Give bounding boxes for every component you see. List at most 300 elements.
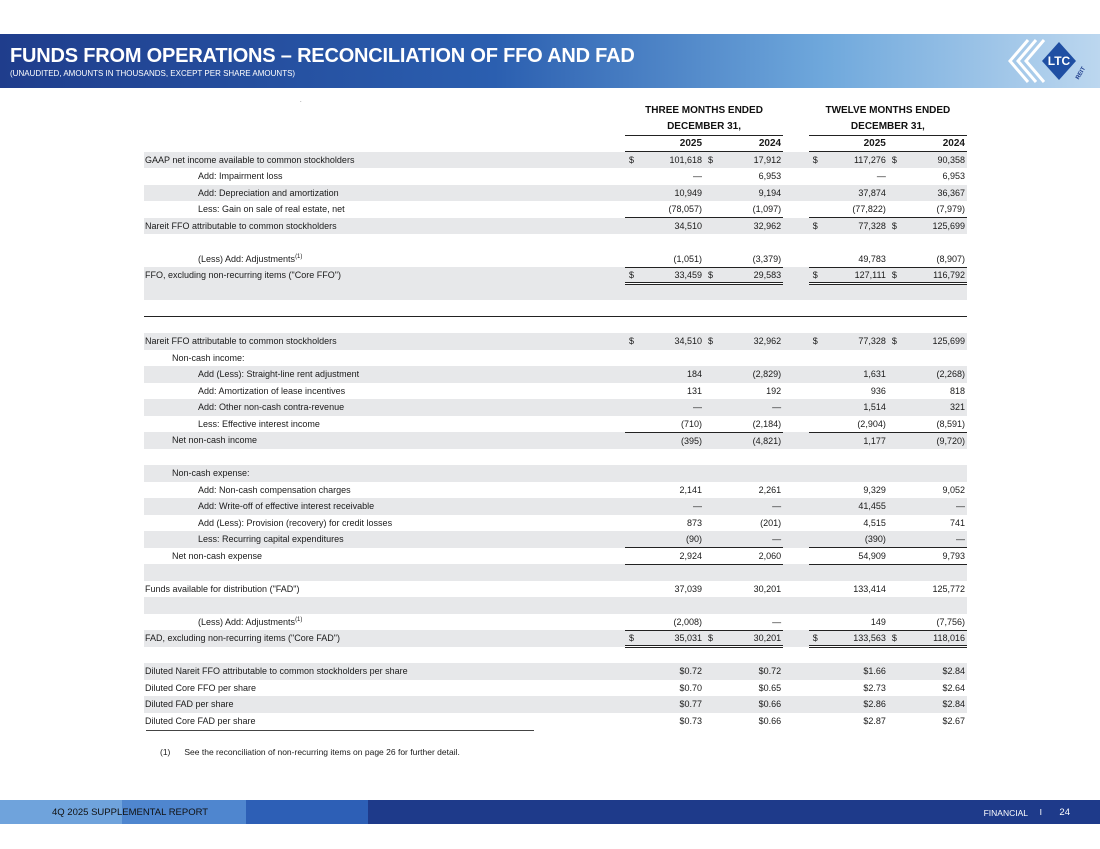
currency-symbol: $ [812,155,818,165]
cell-value: $0.72 [758,666,782,677]
row-label [144,482,625,499]
row-label-text: Less: Recurring capital expenditures [198,534,344,545]
cell-value: 34,510 [674,221,703,231]
row-label-text: (Less) Add: Adjustments [198,253,296,264]
table-row [144,515,967,532]
table-cell [704,399,783,416]
table-cell [888,416,967,433]
cell-value: 10,949 [674,187,703,198]
twelve-months-date: DECEMBER 31, [809,119,967,136]
table-cell [704,614,783,631]
currency-symbol: $ [812,632,818,643]
table-cell [809,465,888,482]
row-label [144,630,625,647]
cell-value: 1,631 [863,369,886,380]
cell-value: 127,111 [854,269,886,280]
row-label-text: Add: Other non-cash contra-revenue [198,402,345,413]
table-cell [625,366,704,383]
cell-value: 116,792 [933,269,965,280]
cell-value: 30,201 [753,583,782,594]
table-cell [809,251,888,268]
cell-value: 77,328 [858,336,886,347]
table-cell [704,531,783,548]
table-cell [809,201,888,218]
cell-value: 4,515 [863,517,886,528]
table-cell [888,515,967,532]
row-label-text: Funds available for distribution ("FAD") [145,583,300,594]
table-cell [809,663,888,680]
currency-symbol: $ [891,221,897,231]
table-row [144,152,967,169]
table-cell [704,366,783,383]
table-cell [809,218,888,235]
footnote-number: (1) [160,747,171,757]
table-cell [809,350,888,367]
table-cell [625,680,704,697]
section-name: FINANCIAL [983,808,1028,818]
row-label-text: Diluted Core FAD per share [145,715,256,726]
year-header: 2024 [704,135,783,152]
table-row [144,366,967,383]
currency-symbol: $ [708,336,714,347]
table-row [144,498,967,515]
cell-value: (77,822) [852,204,886,214]
row-label-text: (Less) Add: Adjustments [198,616,296,627]
table-row [144,251,967,268]
row-label-text: Diluted Core FFO per share [145,682,257,693]
row-label [144,152,625,169]
table-cell [888,630,967,647]
table-row [144,713,967,730]
table-cell [888,399,967,416]
table-cell [625,713,704,730]
table-cell [625,185,704,202]
table-cell [625,482,704,499]
row-label [144,333,625,350]
table-cell [809,498,888,515]
table-cell [625,152,704,169]
row-label [144,218,625,235]
row-label-text: Non-cash income: [172,352,245,363]
table-cell [809,548,888,565]
currency-symbol: $ [891,336,897,347]
table-cell [809,630,888,647]
table-cell [704,168,783,185]
cell-value: 2,141 [679,484,703,495]
table-cell [888,267,967,284]
cell-value: 118,016 [933,632,965,643]
currency-symbol: $ [628,632,634,643]
row-label [144,383,625,400]
cell-value: 34,510 [674,336,703,347]
table-cell [704,416,783,433]
table-cell [704,482,783,499]
currency-symbol: $ [708,269,714,280]
spacer-row [144,317,967,334]
cell-value: 35,031 [674,632,703,643]
table-cell [704,185,783,202]
table-row [144,482,967,499]
table-row [144,168,967,185]
cell-value: 9,329 [863,484,886,495]
cell-value: $2.84 [942,699,965,710]
row-label-text: Net non-cash expense [172,550,263,561]
table-cell [704,201,783,218]
cell-value: (9,720) [936,435,965,446]
table-row [144,416,967,433]
cell-value: 6,953 [942,171,965,182]
table-cell [625,515,704,532]
table-cell [809,416,888,433]
row-label-text: Add (Less): Straight-line rent adjustment [198,369,360,380]
cell-value: 184 [687,369,703,380]
decorative-dot: . [300,98,302,104]
currency-symbol: $ [628,336,634,347]
table-cell [809,581,888,598]
row-label-text: Diluted FAD per share [145,699,234,710]
row-label [144,663,625,680]
page-number: 24 [1059,807,1070,818]
row-label [144,399,625,416]
table-row [144,696,967,713]
page-subtitle: (UNAUDITED, AMOUNTS IN THOUSANDS, EXCEPT PER SHARE AMOUNTS) [10,69,296,78]
row-label [144,465,625,482]
table-cell [625,663,704,680]
table-cell [809,614,888,631]
cell-value: (7,979) [936,204,965,214]
row-label-text: Add (Less): Provision (recovery) for credit losses [198,517,393,528]
cell-value: (2,829) [752,369,782,380]
currency-symbol: $ [812,269,818,280]
cell-value: 33,459 [674,269,703,280]
cell-value: 37,874 [858,187,886,198]
table-cell [625,251,704,268]
table-cell [888,350,967,367]
cell-value: — [772,402,782,413]
cell-value: (390) [864,534,886,544]
table-cell [888,713,967,730]
cell-value: (2,008) [673,616,703,627]
cell-value: 9,194 [758,187,782,198]
table-cell [625,350,704,367]
table-cell [704,350,783,367]
cell-value: 125,699 [932,336,965,347]
table-cell [704,383,783,400]
table-cell [888,168,967,185]
row-label-text: Add: Amortization of lease incentives [198,385,346,396]
table-cell [704,515,783,532]
cell-value: 149 [870,616,886,627]
cell-value: 32,962 [753,221,782,231]
cell-value: 133,414 [853,583,886,594]
spacer-row [144,564,967,581]
cell-value: 17,912 [753,155,782,165]
cell-value: — [693,171,703,182]
footnote-ref: (1) [295,253,303,260]
row-label [144,531,625,548]
cell-value: — [693,402,703,413]
cell-value: $0.77 [679,699,703,710]
cell-value: 1,177 [863,435,886,446]
table-cell [625,581,704,598]
row-label [144,581,625,598]
cell-value: 125,699 [932,221,965,231]
table-cell [704,267,783,284]
table-cell [809,366,888,383]
table-cell [809,333,888,350]
cell-value: 936 [870,385,886,396]
table-cell [704,465,783,482]
row-label [144,366,625,383]
currency-symbol: $ [812,221,818,231]
table-cell [625,416,704,433]
table-row [144,630,967,647]
table-cell [704,630,783,647]
table-cell [625,548,704,565]
table-cell [888,680,967,697]
row-label-text: Net non-cash income [172,435,258,446]
table-cell [704,548,783,565]
row-label [144,696,625,713]
table-row [144,218,967,235]
cell-value: — [956,534,965,544]
table-row [144,663,967,680]
twelve-months-header: TWELVE MONTHS ENDED [825,104,951,116]
cell-value: (4,821) [752,435,782,446]
cell-value: (201) [760,517,782,528]
row-label [144,267,625,284]
table-cell [704,498,783,515]
table-cell [809,531,888,548]
currency-symbol: $ [628,269,634,280]
logo-text: LTC [1047,54,1071,68]
table-cell [888,366,967,383]
three-months-header: THREE MONTHS ENDED [645,104,763,116]
table-cell [888,663,967,680]
row-label-text: Less: Gain on sale of real estate, net [198,204,345,215]
table-cell [809,383,888,400]
cell-value: 49,783 [858,253,886,264]
table-row [144,581,967,598]
table-cell [809,399,888,416]
cell-value: $2.86 [863,699,886,710]
table-cell [809,482,888,499]
table-row [144,548,967,565]
ltc-reit-logo [982,34,1092,88]
cell-value: 30,201 [753,632,782,643]
table-cell [704,251,783,268]
cell-value: $0.70 [679,682,703,693]
footnote-divider [146,730,534,731]
table-row [144,465,967,482]
cell-value: $2.84 [942,666,965,677]
table-row [144,267,967,284]
table-cell [809,432,888,449]
cell-value: — [956,501,965,512]
cell-value: $0.66 [758,699,782,710]
currency-symbol: $ [891,269,897,280]
table-cell [888,696,967,713]
table-row [144,333,967,350]
table-cell [888,531,967,548]
table-cell [809,267,888,284]
table-cell [625,333,704,350]
cell-value: (90) [686,534,703,544]
table-cell [809,696,888,713]
currency-symbol: $ [708,155,714,165]
cell-value: 133,563 [853,632,886,643]
table-cell [704,432,783,449]
table-row [144,432,967,449]
row-label-text: Add: Write-off of effective interest receivable [198,501,375,512]
row-label-text: Add: Non-cash compensation charges [198,484,351,495]
three-months-date: DECEMBER 31, [625,119,783,136]
cell-value: (710) [681,418,703,429]
cell-value: 818 [949,385,965,396]
cell-value: $1.66 [863,666,886,677]
page-title: FUNDS FROM OPERATIONS – RECONCILIATION OF FFO AND FAD [10,45,635,67]
table-row [144,680,967,697]
cell-value: 32,962 [753,336,782,347]
spacer-row [144,449,967,466]
cell-value: $2.67 [942,715,965,726]
cell-value: 6,953 [758,171,782,182]
spacer-row [144,300,967,317]
table-cell [888,201,967,218]
table-cell [704,713,783,730]
row-label [144,201,625,218]
table-cell [809,680,888,697]
row-label [144,498,625,515]
row-label [144,432,625,449]
table-cell [888,251,967,268]
cell-value: 192 [766,385,782,396]
row-label [144,548,625,565]
table-row [144,614,967,631]
currency-symbol: $ [708,632,714,643]
cell-value: 2,924 [679,550,703,561]
table-cell [809,515,888,532]
table-cell [625,383,704,400]
spacer-row [144,234,967,251]
cell-value: — [772,501,782,512]
spacer-row [144,597,967,614]
cell-value: (7,756) [936,616,965,627]
table-cell [625,432,704,449]
logo-sub: REIT [1075,66,1088,81]
table-cell [625,498,704,515]
table-cell [625,465,704,482]
spacer-row [144,284,967,301]
table-cell [809,168,888,185]
row-label-text: Add: Impairment loss [198,171,283,182]
table-cell [888,465,967,482]
footnote-ref: (1) [295,616,303,623]
table-cell [704,152,783,169]
row-label [144,185,625,202]
year-header: 2024 [888,135,967,152]
table-cell [625,614,704,631]
cell-value: (2,904) [857,418,886,429]
footnote [160,747,460,757]
cell-value: 37,039 [674,583,703,594]
footnote-text: See the reconciliation of non-recurring items on page 26 for further detail. [184,747,460,757]
table-row [144,201,967,218]
table-cell [625,696,704,713]
spacer-row [144,647,967,664]
row-label [144,416,625,433]
cell-value: (1,097) [752,204,782,214]
row-label [144,713,625,730]
table-cell [888,152,967,169]
row-label-text: Diluted Nareit FFO attributable to common stockholders per share [145,666,408,677]
table-cell [704,218,783,235]
cell-value: 873 [687,517,703,528]
table-row [144,350,967,367]
row-label-text: Non-cash expense: [172,468,250,479]
table-cell [625,218,704,235]
row-label [144,168,625,185]
table-cell [888,614,967,631]
table-row [144,399,967,416]
cell-value: (8,907) [936,253,965,264]
cell-value: 36,367 [937,187,965,198]
cell-value: 117,276 [853,155,886,165]
header-banner [0,34,1100,88]
row-label-text: FAD, excluding non-recurring items ("Core FAD") [145,633,340,644]
table-row [144,383,967,400]
cell-value: 29,583 [753,269,782,280]
cell-value: 77,328 [858,221,886,231]
table-cell [809,713,888,730]
footer-bar [0,800,1100,824]
cell-value: 321 [949,402,965,413]
table-cell [888,498,967,515]
table-cell [704,581,783,598]
table-cell [809,152,888,169]
ffo-fad-table [144,102,967,729]
table-cell [888,333,967,350]
currency-symbol: $ [891,155,897,165]
table-cell [888,581,967,598]
row-label-text: GAAP net income available to common stockholders [145,154,355,165]
cell-value: — [772,616,782,627]
row-label [144,614,625,631]
table-cell [625,168,704,185]
cell-value: 41,455 [858,501,886,512]
cell-value: 131 [687,385,703,396]
table-cell [625,399,704,416]
table-row [144,531,967,548]
row-label [144,515,625,532]
row-label-text: Less: Effective interest income [198,418,320,429]
cell-value: 741 [949,517,965,528]
table-cell [625,531,704,548]
cell-value: (8,591) [936,418,965,429]
row-label-text: Nareit FFO attributable to common stockholders [145,220,337,231]
cell-value: 9,052 [942,484,965,495]
table-cell [704,680,783,697]
cell-value: (395) [681,435,703,446]
year-header: 2025 [625,135,704,152]
cell-value: — [693,501,703,512]
row-label [144,251,625,268]
table-cell [888,185,967,202]
cell-value: 125,772 [932,583,965,594]
currency-symbol: $ [628,155,634,165]
cell-value: $0.72 [679,666,703,677]
currency-symbol: $ [891,632,897,643]
